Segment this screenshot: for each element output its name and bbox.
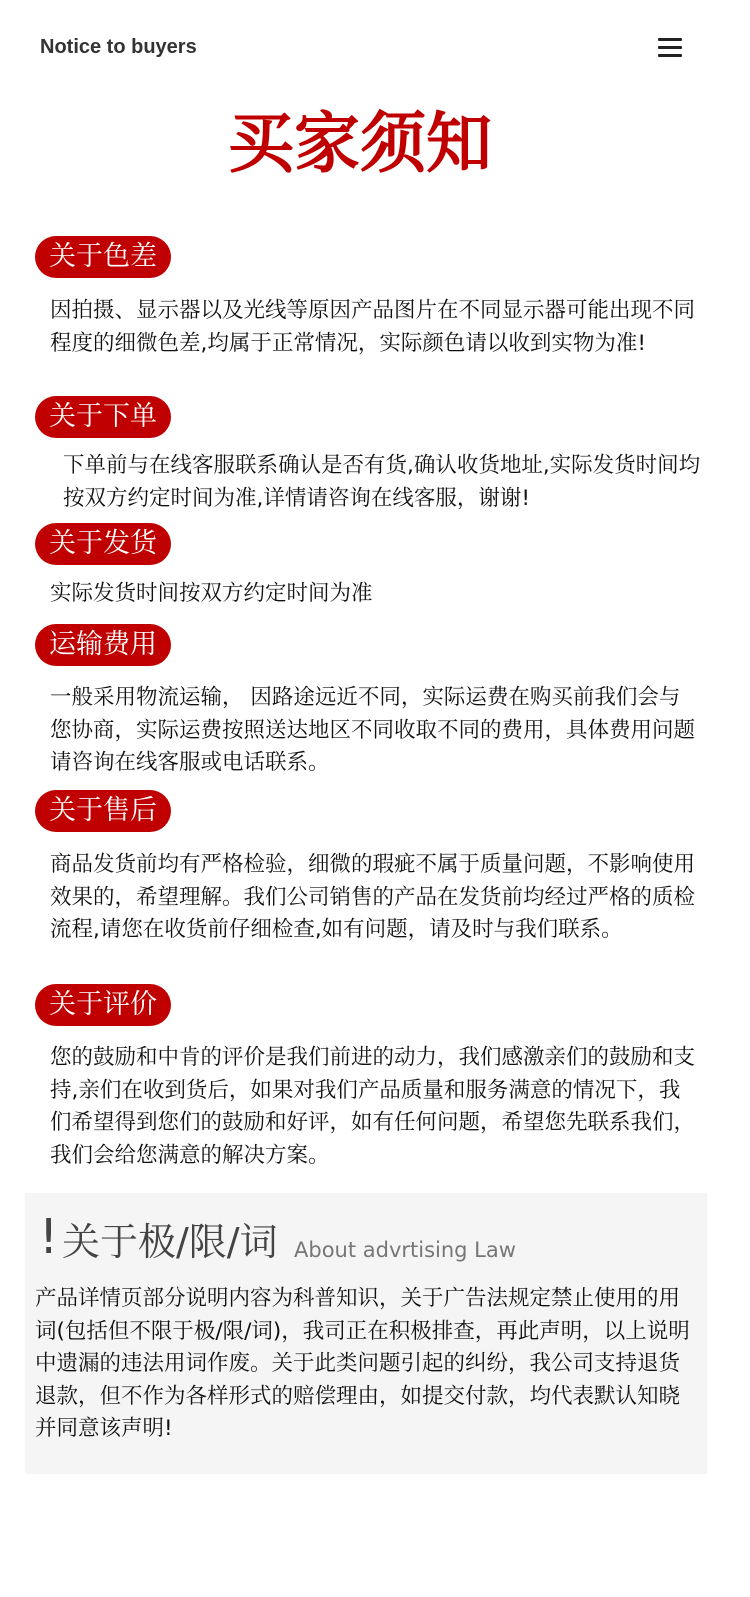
section-label-freight-cost: 运输费用: [35, 624, 171, 666]
section-text-after-sales: 商品发货前均有严格检验，细微的瑕疵不属于质量问题，不影响使用效果的，希望理解。我们公司销售的产品在发货前均经过严格的质检流程,请您在收货前仔细检查,如有问题，请及时与我们联系。: [50, 852, 696, 942]
section-label-reviews: 关于评价: [35, 984, 171, 1026]
page-title: 买家须知: [228, 105, 492, 182]
section-label-ordering: 关于下单: [35, 396, 171, 438]
law-notice-title: 关于极/限/词: [62, 1220, 278, 1264]
advertising-law-notice: [25, 1193, 707, 1474]
section-text-ordering: 下单前与在线客服联系确认是否有货,确认收货地址,实际发货时间均按双方约定时间为准,详情请咨询在线客服，谢谢!: [63, 453, 701, 511]
section-label-color-difference: 关于色差: [35, 236, 171, 278]
hamburger-menu-icon[interactable]: [658, 38, 684, 58]
law-notice-text: 产品详情页部分说明内容为科普知识，关于广告法规定禁止使用的用词(包括但不限于极/限/词)，我司正在积极排查，再此声明，以上说明中遗漏的违法用词作废。关于此类问题引起的纠纷，我公司支持退货退款，但不作为各样形式的赔偿理由，如提交付款，均代表默认知晓并同意该声明!: [35, 1286, 690, 1441]
section-label-after-sales: 关于售后: [35, 790, 171, 832]
section-text-color-difference: 因拍摄、显示器以及光线等原因产品图片在不同显示器可能出现不同程度的细微色差,均属于正常情况，实际颜色请以收到实物为准!: [50, 298, 696, 356]
top-bar: [0, 0, 750, 100]
section-label-shipping: 关于发货: [35, 523, 171, 565]
section-text-shipping: 实际发货时间按双方约定时间为准: [50, 581, 373, 606]
exclamation-icon: !: [39, 1209, 59, 1265]
law-notice-subtitle: About advrtising Law: [294, 1238, 516, 1262]
section-text-reviews: 您的鼓励和中肯的评价是我们前进的动力，我们感激亲们的鼓励和支持,亲们在收到货后，如果对我们产品质量和服务满意的情况下，我们希望得到您们的鼓励和好评，如有任何问题，希望您先联系我们，我们会给您满意的解决方案。: [50, 1045, 696, 1168]
section-text-freight-cost: 一般采用物流运输， 因路途远近不同，实际运费在购买前我们会与您协商，实际运费按照送达地区不同收取不同的费用，具体费用问题请咨询在线客服或电话联系。: [50, 685, 696, 775]
page-header-title: Notice to buyers: [40, 36, 197, 58]
